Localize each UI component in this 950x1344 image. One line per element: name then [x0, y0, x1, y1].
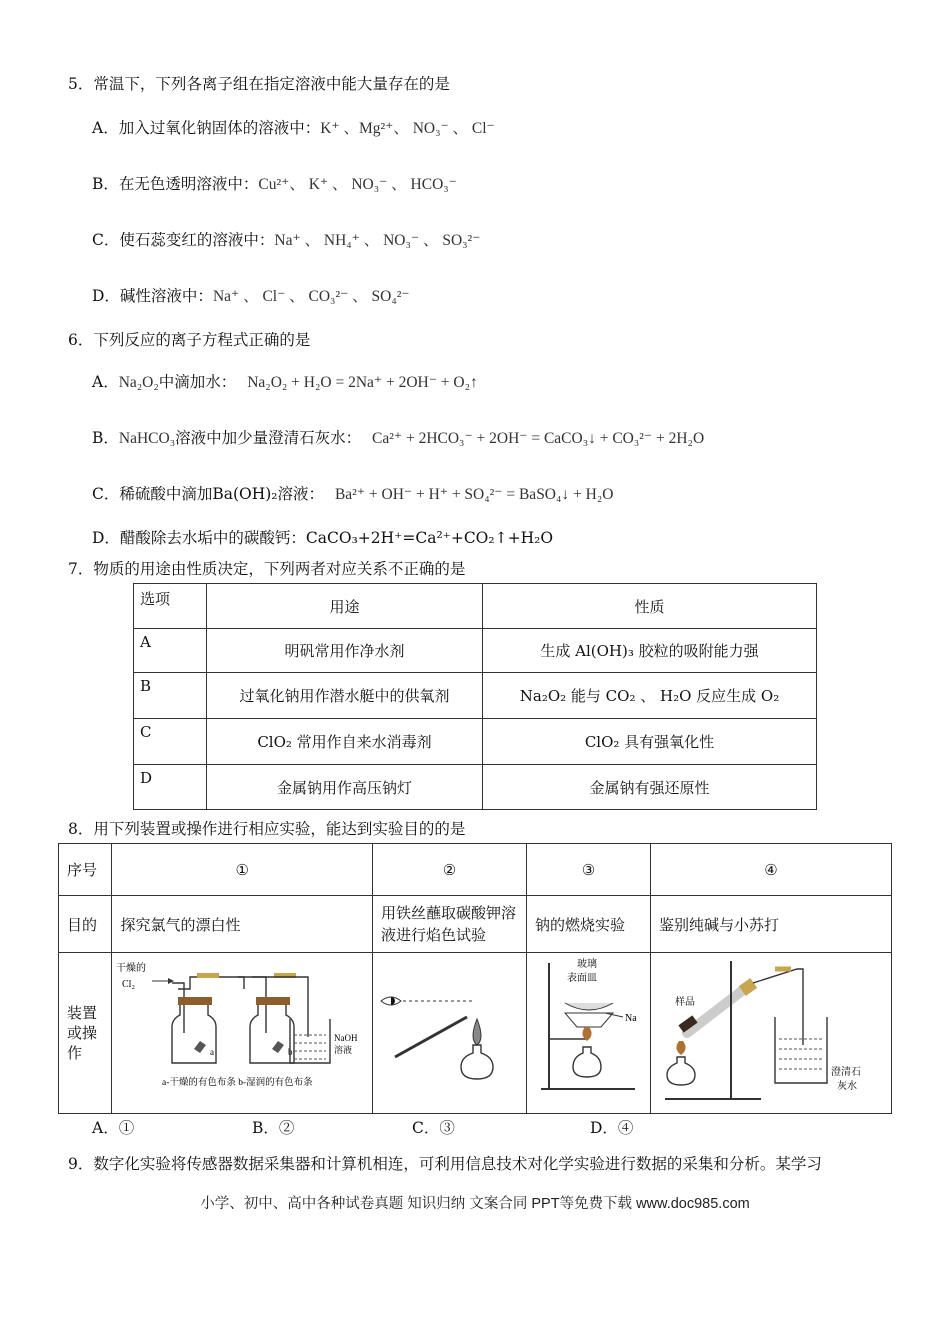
- q7-table: [133, 583, 817, 810]
- fig4-lime-label-2: 灰水: [837, 1081, 857, 1092]
- apparatus-flame-test-diagram: [373, 953, 526, 1109]
- q6-stem: 6．下列反应的离子方程式正确的是: [68, 331, 311, 349]
- q7-cell: A: [134, 629, 207, 673]
- q7-header-use: 用途: [207, 584, 483, 629]
- crucible-holder: [565, 1013, 613, 1027]
- beaker: [290, 1019, 330, 1063]
- q5-c-label: C．使石蕊变红的溶液中：: [92, 231, 275, 249]
- q6-option-b: [92, 426, 704, 448]
- q6-b-equation: Ca²⁺ + 2HCO₃⁻ + 2OH⁻ = CaCO₃↓ + CO₃²⁻ + 2H₂O: [372, 430, 705, 447]
- apparatus-sodium-combustion-diagram: [527, 953, 650, 1109]
- q7-cell: ClO₂ 具有强氧化性: [483, 719, 817, 765]
- q5-option-d: [92, 284, 410, 306]
- fig1-label-b: b: [288, 1047, 293, 1057]
- q8-purpose-2: 用铁丝蘸取碳酸钾溶液进行焰色试验: [372, 896, 526, 953]
- q7-cell: 明矾常用作净水剂: [207, 629, 483, 673]
- q8-col-2: ②: [372, 844, 526, 896]
- q5-c-ions: Na⁺ 、 NH₄⁺ 、 NO₃⁻ 、 SO₃²⁻: [274, 232, 481, 249]
- q8-answer-options: [92, 1116, 633, 1138]
- q7-cell: 金属钠有强还原性: [483, 765, 817, 810]
- q6-option-a: [92, 370, 478, 392]
- cloth-strip-a: [194, 1041, 206, 1053]
- q8-apparatus-1: [112, 953, 373, 1114]
- q8-stem: 8．用下列装置或操作进行相应实验，能达到实验目的的是: [68, 820, 466, 838]
- q7-cell: B: [134, 673, 207, 719]
- connector-tube: [197, 973, 219, 978]
- iron-wire-rod: [395, 1017, 467, 1057]
- apparatus-chlorine-bleaching-diagram: [112, 953, 357, 1109]
- q5-option-c: [92, 228, 480, 250]
- q5-d-label: D．碱性溶液中：: [92, 287, 213, 305]
- alcohol-lamp: [667, 1057, 695, 1085]
- stopper: [178, 997, 212, 1005]
- q7-cell: 生成 Al(OH)₃ 胶粒的吸附能力强: [483, 629, 817, 673]
- fig1-caption: a-干燥的有色布条 b-湿润的有色布条: [162, 1078, 314, 1088]
- q7-header-option: 选项: [134, 584, 207, 629]
- q6-b-label: B．: [92, 429, 119, 447]
- test-tube: [687, 987, 747, 1033]
- watch-glass: [565, 1003, 613, 1010]
- q7-cell: D: [134, 765, 207, 810]
- fig1-cl2-label: Cl₂: [122, 979, 136, 990]
- q5-d-ions: Na⁺ 、 Cl⁻ 、 CO₃²⁻ 、 SO₄²⁻: [212, 288, 410, 305]
- q8-apparatus-4: [651, 953, 892, 1114]
- q6-c-equation: Ba²⁺ + OH⁻ + H⁺ + SO₄²⁻ = BaSO₄↓ + H₂O: [334, 486, 614, 503]
- q8-col-1: ①: [112, 844, 373, 896]
- q9-stem: 9．数字化实验将传感器数据采集器和计算机相连，可利用信息技术对化学实验进行数据的采集和分析。某学习: [68, 1155, 822, 1173]
- q8-table: [58, 843, 892, 1114]
- q7-cell: ClO₂ 常用作自来水消毒剂: [207, 719, 483, 765]
- q8-col-3: ③: [526, 844, 650, 896]
- alcohol-lamp: [461, 1045, 493, 1079]
- q6-a-label: A．: [92, 373, 119, 391]
- q7-cell: C: [134, 719, 207, 765]
- q8-row-label-apparatus: 装置或操作: [59, 953, 112, 1114]
- flame-icon: [473, 1019, 481, 1045]
- fig3-glass-label: 玻璃: [576, 959, 597, 970]
- q8-answer-c[interactable]: C．③: [412, 1119, 455, 1137]
- q8-answer-d[interactable]: D．④: [590, 1119, 634, 1137]
- q7-cell: 过氧化钠用作潜水艇中的供氧剂: [207, 673, 483, 719]
- q7-cell: Na₂O₂ 能与 CO₂ 、 H₂O 反应生成 O₂: [483, 673, 817, 719]
- beaker: [775, 1017, 827, 1083]
- page-footer: 小学、初中、高中各种试卷真题 知识归纳 文案合同 PPT等免费下载 www.doc985.com: [200, 1196, 750, 1212]
- q6-b-reagent: NaHCO₃: [118, 430, 176, 447]
- fig1-gas-label: 干燥的: [116, 963, 147, 974]
- q6-a-text: 中滴加水：: [158, 373, 237, 391]
- q8-col-4: ④: [651, 844, 892, 896]
- q7-cell: 金属钠用作高压钠灯: [207, 765, 483, 810]
- q8-row-label-number: 序号: [59, 844, 112, 896]
- fig4-sample-label: 样品: [675, 997, 695, 1008]
- fig1-naoh-label: NaOH: [334, 1033, 358, 1043]
- q8-purpose-1: 探究氯气的漂白性: [112, 896, 373, 953]
- q5-a-ions: K⁺ 、Mg²⁺、 NO₃⁻ 、 Cl⁻: [320, 120, 495, 137]
- q7-header-property: 性质: [483, 584, 817, 629]
- q6-option-c: [92, 482, 613, 504]
- q5-option-a: [92, 116, 495, 138]
- q5-b-label: B．在无色透明溶液中：: [92, 175, 259, 193]
- fig1-label-a: a: [210, 1047, 215, 1057]
- alcohol-lamp: [573, 1047, 601, 1077]
- q8-row-label-purpose: 目的: [59, 896, 112, 953]
- q8-purpose-4: 鉴别纯碱与小苏打: [651, 896, 892, 953]
- table-row: [134, 719, 817, 765]
- q8-answer-a[interactable]: A．①: [92, 1119, 135, 1137]
- q5-a-label: A．加入过氧化钠固体的溶液中：: [92, 119, 321, 137]
- q5-option-b: [92, 172, 457, 194]
- q8-purpose-3: 钠的燃烧实验: [526, 896, 650, 953]
- cloth-strip-b: [272, 1041, 284, 1053]
- q6-option-d: D．醋酸除去水垢中的碳酸钙：CaCO₃+2H⁺=Ca²⁺+CO₂↑+H₂O: [92, 529, 554, 547]
- q6-a-equation: Na₂O₂ + H₂O = 2Na⁺ + 2OH⁻ + O₂↑: [247, 374, 478, 391]
- fig1-solution-label: 溶液: [334, 1045, 353, 1055]
- table-row: [134, 673, 817, 719]
- q6-b-text: 溶液中加少量澄清石灰水：: [175, 429, 362, 447]
- stopper: [256, 997, 290, 1005]
- q8-apparatus-2: [372, 953, 526, 1114]
- fig4-lime-label-1: 澄清石: [831, 1067, 861, 1078]
- table-row: [134, 629, 817, 673]
- q8-answer-b[interactable]: B．②: [252, 1119, 295, 1137]
- q5-b-ions: Cu²⁺、 K⁺ 、 NO₃⁻ 、 HCO₃⁻: [258, 176, 457, 193]
- q8-apparatus-3: [526, 953, 650, 1114]
- q6-a-reagent: Na₂O₂: [118, 374, 159, 391]
- q6-c-label: C．稀硫酸中滴加Ba(OH)₂溶液：: [92, 485, 325, 503]
- q5-stem: 5．常温下，下列各离子组在指定溶液中能大量存在的是: [68, 75, 450, 93]
- q7-stem: 7．物质的用途由性质决定，下列两者对应关系不正确的是: [68, 560, 466, 578]
- flame-icon: [676, 1041, 685, 1055]
- fig3-na-label: Na: [624, 1013, 637, 1024]
- apparatus-soda-identification-diagram: [651, 953, 891, 1109]
- table-row: [134, 765, 817, 810]
- fig3-dish-label: 表面皿: [566, 973, 597, 984]
